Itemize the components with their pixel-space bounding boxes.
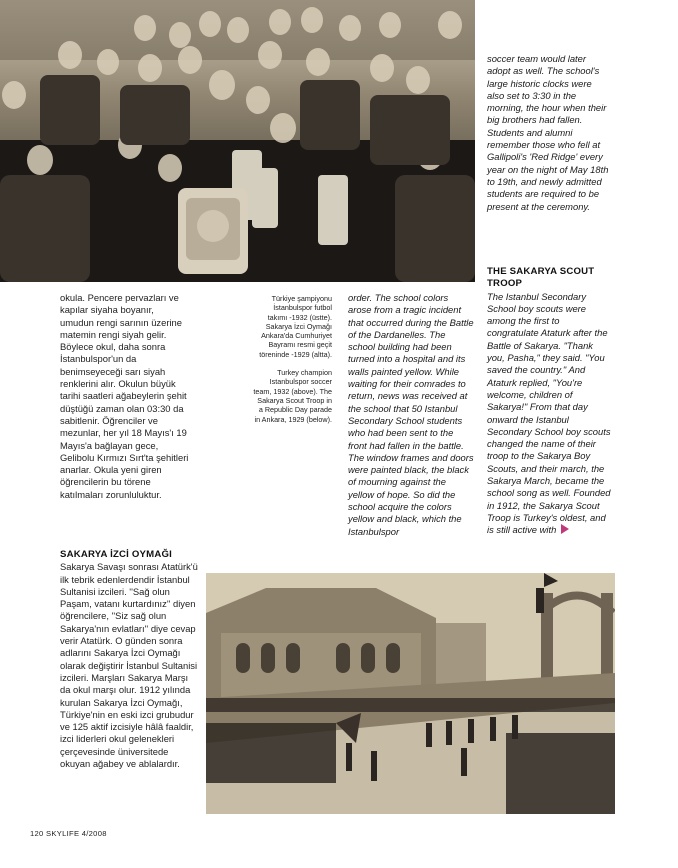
english-paragraph-middle: order. The school colors arose from a tragic incident that occurred during the Battle of the Dardanelles. The school building had been turned into a hospital and its walls painted yellow. While waiting for their comrades to return, news was received at the school that 50 Istanbul Secondary School students who had been sent to the front had fallen in the battle. The window frames and doors were painted black, the black of mourning against the yellow of hope. So did the school acquire the colors yellow and black, which the Istanbulspor xyxy=(348,292,474,537)
english-body-text xyxy=(348,292,474,538)
photo-captions xyxy=(252,294,332,424)
caption-english: Turkey champion Istanbulspor soccer team, 1932 (above). The Sakarya Scout Troop in a Republic Day parade in Ankara, 1929 (below). xyxy=(253,368,332,424)
team-photo xyxy=(0,0,475,282)
english-paragraph-bottom xyxy=(487,291,611,537)
caption-turkish: Türkiye şampiyonu İstanbulspor futbol takımı -1932 (üstte). Sakarya İzci Oymağı Ankara'da Cumhuriyet Bayramı resmi geçit töreninde -1929 (altta). xyxy=(259,294,332,359)
english-scout-section xyxy=(487,266,611,537)
parade-photo xyxy=(206,573,615,814)
english-paragraph-bottom-text: The Istanbul Secondary School boy scouts were among the first to congratulate Ataturk after the Battle of Sakarya. "Thank you, Pasha," they said. "You saved the country." And Ataturk replied, "You're welcome, children of Sakarya!" From that day onward the Istanbul Secondary School boy scouts changed the name of their troop to the Sakarya Boy Scouts, and their march, the Sakarya March, became the school song as well. Founded in 1912, the Sakarya Scout Troop is Turkey's oldest, and is still active with xyxy=(487,290,611,536)
turkish-section-heading: SAKARYA İZCİ OYMAĞI xyxy=(60,549,173,560)
turkish-paragraph-bottom: Sakarya Savaşı sonrası Atatürk'ü ilk tebrik edenlerdendir İstanbul Sultanisi izcileri. ''Sağ olun Paşam, vatanı kurtardınız'' diyen öğrencilere, ''Siz sağ olun Sakarya'nın evlatları'' diye cevap verir Atatürk. O günden sonra adlarını Sakarya İzci Oymağı olarak değiştirir İstanbul Sultanisi izcileri. Marşları Sakarya Marşı da okul marşı olur. 1912 yılında kurulan Sakarya İzci Oymağı, Türkiye'nin en eski izci grubudur ve 125 aktif izcisiyle hâlâ faaldir, izci liderleri okul gelenekleri çerçevesinde üniversitede okuyan ağabey ve ablalardır. xyxy=(60,561,198,770)
turkish-body-text xyxy=(60,292,190,501)
page-folio: 120 SKYLIFE 4/2008 xyxy=(30,829,107,838)
english-paragraph-top: soccer team would later adopt as well. The school's large historic clocks were also set to 3:30 in the morning, the hour when their big brothers had fallen. Students and alumni remember those who fell at Gallipoli's 'Red Ridge' every year on the night of May 18th to 19th, and newly admitted students are required to be present at the ceremony. xyxy=(487,53,609,212)
turkish-paragraph-top: okula. Pencere pervazları ve kapılar siyaha boyanır, umudun rengi sarının üzerine matemin rengi siyah gelir. Böylece okul, daha sonra İstanbulspor'un da benimseyeceği sarı siyah renklerini alır. Okulun büyük tarihi saatleri ağabeylerin şehit düştüğü zaman olan 03:30 da sabitlenir. Öğrenciler ve mezunlar, her yıl 18 Mayıs'ı 19 Mayıs'a bağlayan gece, Gelibolu Kırmızı Sırt'ta şehitleri anarlar. Okula yeni giren öğrencilerin bu törene katılmaları zorunluluktur. xyxy=(60,292,189,500)
continue-arrow-icon xyxy=(561,524,569,534)
english-section-heading: THE SAKARYA SCOUT TROOP xyxy=(487,266,595,290)
english-column-top xyxy=(487,53,611,213)
turkish-scout-section xyxy=(60,549,198,770)
